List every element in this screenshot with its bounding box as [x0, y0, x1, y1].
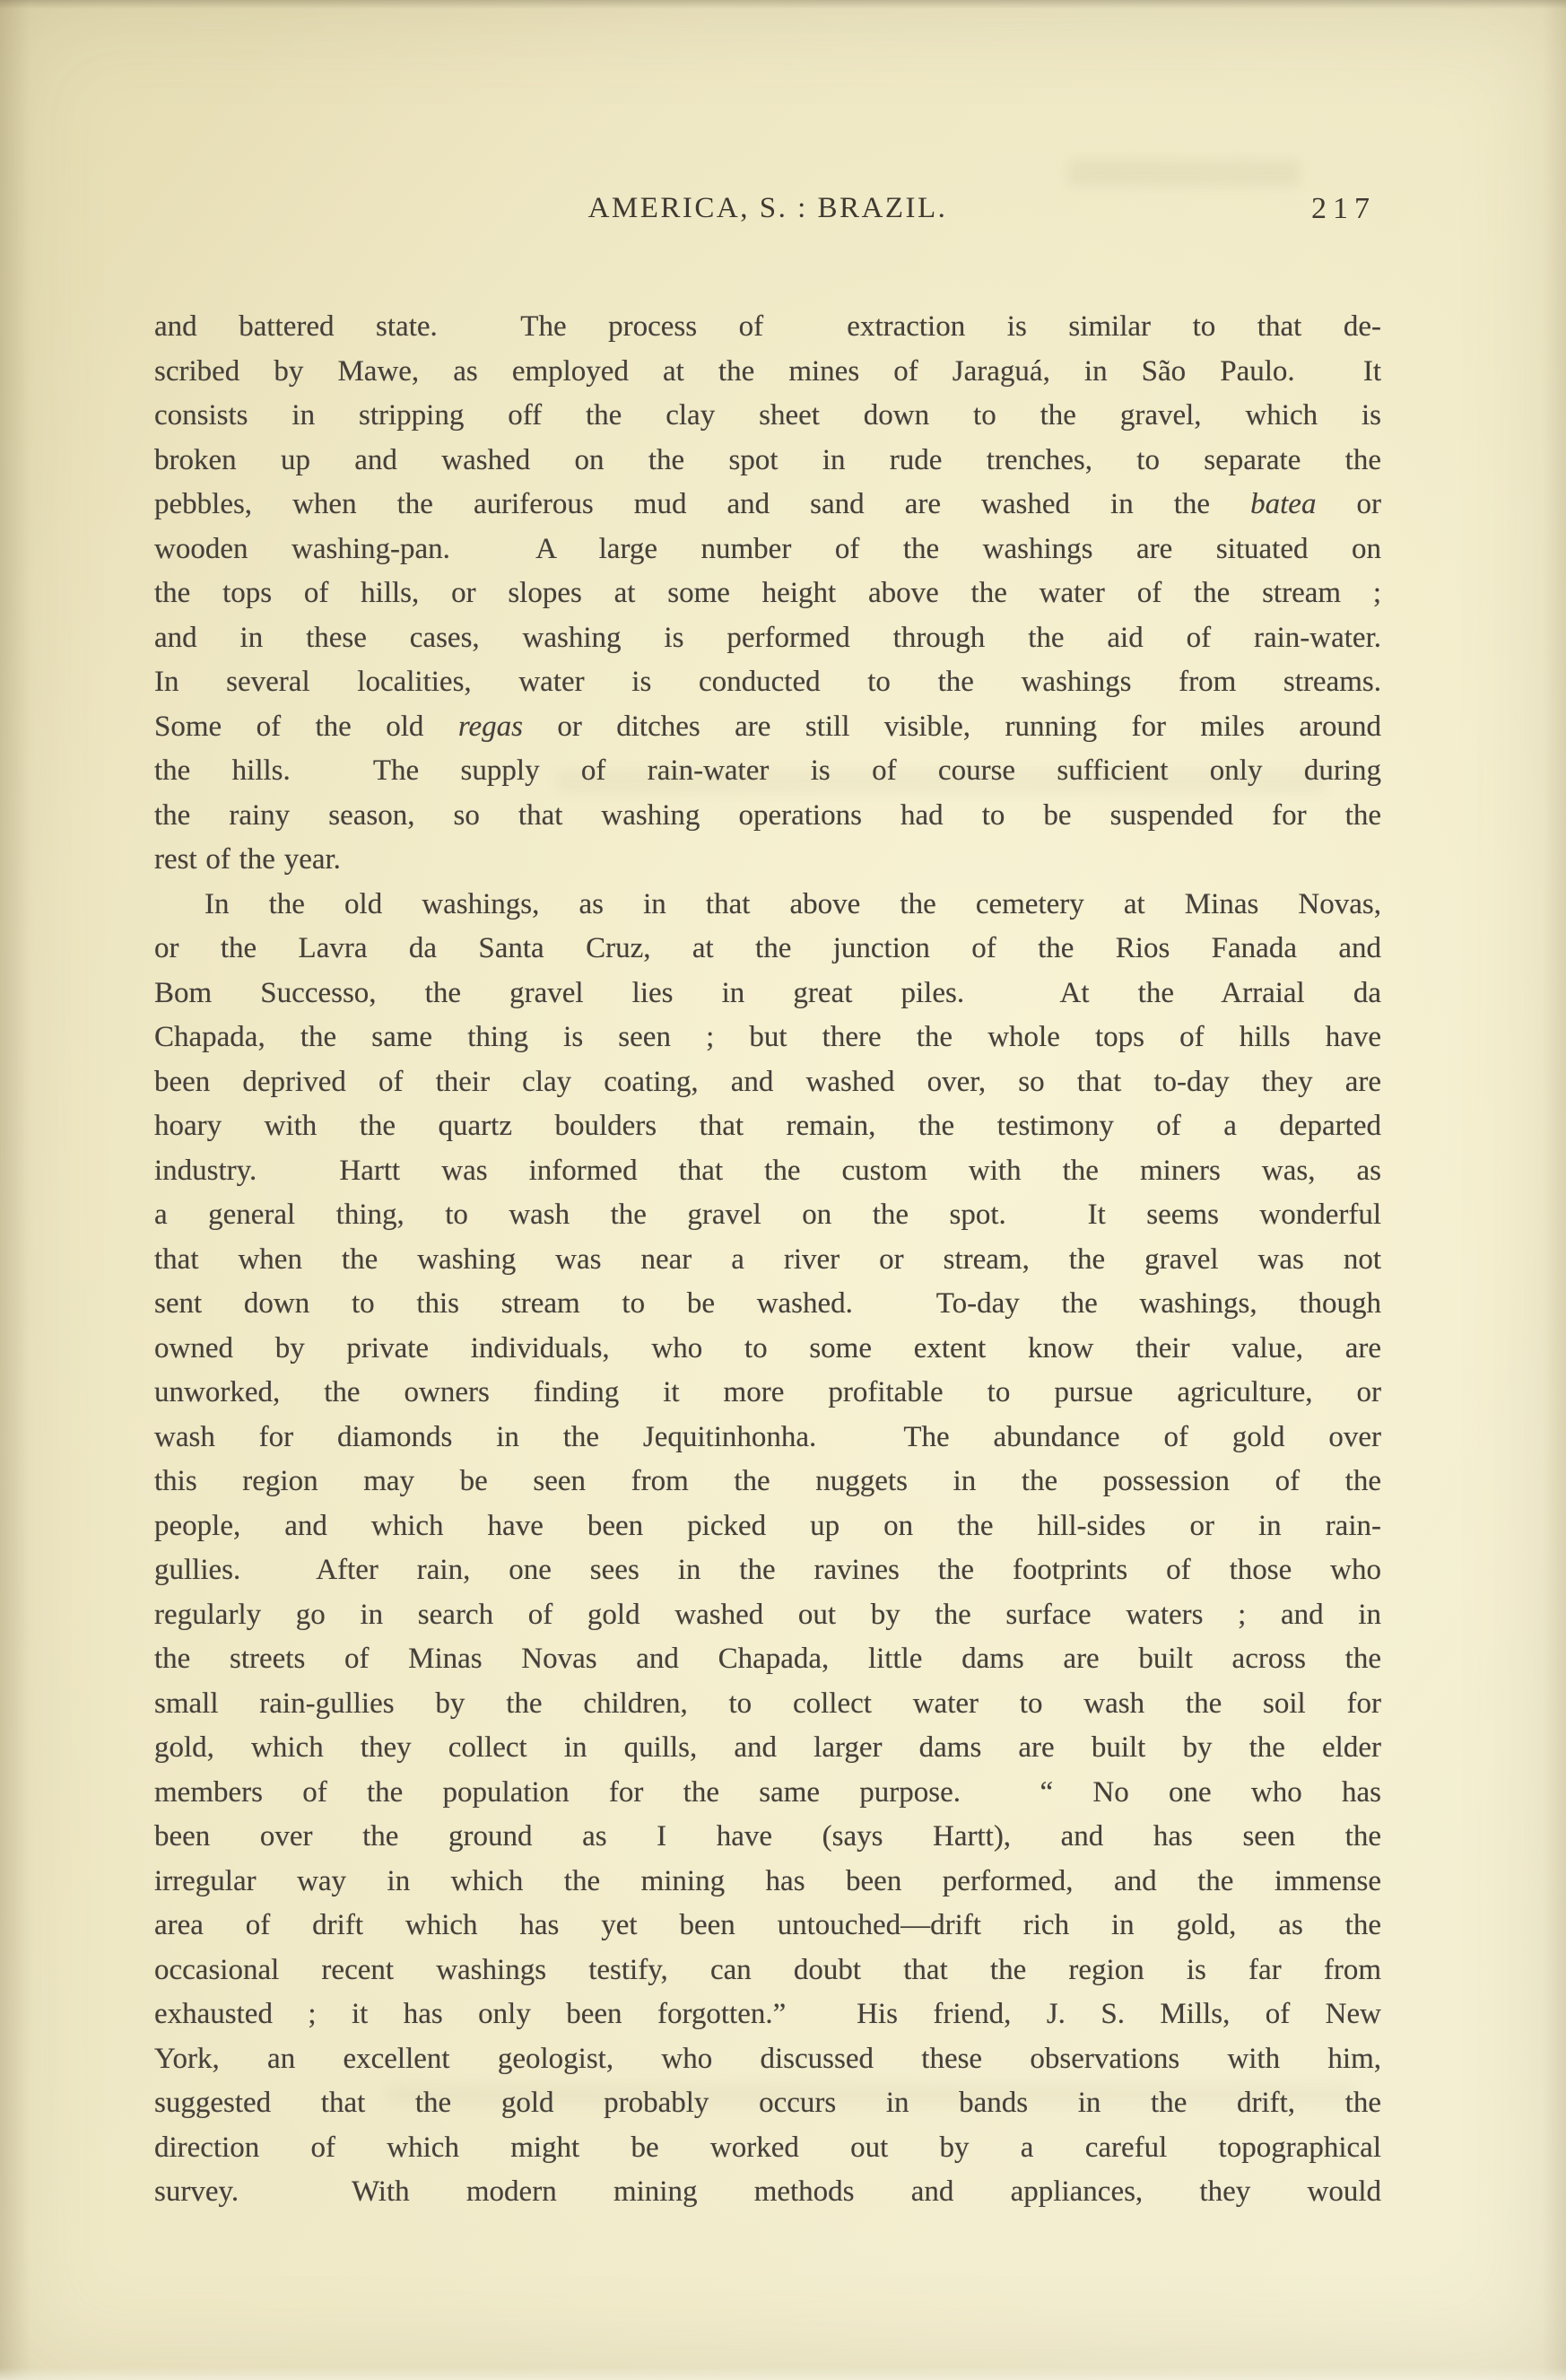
text-line: small rain-gullies by the children, to collect water to wash the soil for — [154, 1687, 1381, 1720]
text-line: sent down to this stream to be washed. To-day the washings, though — [154, 1287, 1381, 1320]
text-line: and in these cases, washing is performed through the aid of rain-water. — [154, 621, 1381, 654]
text-line: gold, which they collect in quills, and larger dams are built by the elder — [154, 1731, 1381, 1764]
text-line: irregular way in which the mining has been performed, and the immense — [154, 1864, 1381, 1897]
text-line: been deprived of their clay coating, and washed over, so that to-day they are — [154, 1065, 1381, 1098]
page-number: 217 — [1311, 192, 1376, 225]
text-line: people, and which have been picked up on the hill-sides or in rain- — [154, 1509, 1381, 1542]
text-line: wooden washing-pan. A large number of the washings are situated on — [154, 532, 1381, 565]
text-line: York, an excellent geologist, who discussed these observations with him, — [154, 2042, 1381, 2075]
page-header — [154, 192, 1381, 231]
text-line: wash for diamonds in the Jequitinhonha. The abundance of gold over — [154, 1420, 1381, 1453]
text-line: Bom Successo, the gravel lies in great piles. At the Arraial da — [154, 976, 1381, 1009]
text-line: In the old washings, as in that above the cemetery at Minas Novas, — [204, 887, 1381, 920]
text-line: Chapada, the same thing is seen ; but there the whole tops of hills have — [154, 1021, 1381, 1053]
text-line: regularly go in search of gold washed out by the surface waters ; and in — [154, 1598, 1381, 1631]
text-line: suggested that the gold probably occurs in bands in the drift, the — [154, 2087, 1381, 2119]
text-line: area of drift which has yet been untouched—drift rich in gold, as the — [154, 1909, 1381, 1941]
text-line: scribed by Mawe, as employed at the mines of Jaraguá, in São Paulo. It — [154, 354, 1381, 388]
text-line: Some of the old regas or ditches are still visible, running for miles around — [154, 710, 1381, 743]
text-line: the hills. The supply of rain-water is of course sufficient only during — [154, 754, 1381, 787]
text-line: exhausted ; it has only been forgotten.” His friend, J. S. Mills, of New — [154, 1998, 1381, 2030]
text-line: occasional recent washings testify, can doubt that the region is far from — [154, 1953, 1381, 1986]
scan-artifact-right-edge — [1543, 0, 1566, 2380]
text-line: survey. With modern mining methods and appliances, they would — [154, 2175, 1381, 2208]
running-head-title: AMERICA, S. : BRAZIL. — [587, 192, 948, 224]
text-line: gullies. After rain, one sees in the ravines the footprints of those who — [154, 1554, 1381, 1586]
text-line: consists in stripping off the clay sheet down to the gravel, which is — [154, 399, 1381, 432]
text-line: hoary with the quartz boulders that remain, the testimony of a departed — [154, 1110, 1381, 1142]
text-line: the rainy season, so that washing operations had to be suspended for the — [154, 798, 1381, 832]
text-line: the tops of hills, or slopes at some height above the water of the stream ; — [154, 577, 1381, 609]
text-line: rest of the year. — [154, 843, 341, 876]
text-line: and battered state. The process of extraction is similar to that de- — [154, 310, 1381, 343]
scan-artifact-left-edge — [0, 0, 30, 2380]
text-line: or the Lavra da Santa Cruz, at the junction of the Rios Fanada and — [154, 932, 1381, 964]
text-line: the streets of Minas Novas and Chapada, little dams are built across the — [154, 1643, 1381, 1675]
text-line: unworked, the owners finding it more profitable to pursue agriculture, or — [154, 1376, 1381, 1408]
text-line: that when the washing was near a river or stream, the gravel was not — [154, 1242, 1381, 1276]
scan-artifact-top-edge — [0, 0, 1566, 9]
show-through-smudge — [1067, 160, 1301, 187]
text-line: owned by private individuals, who to some extent know their value, are — [154, 1331, 1381, 1364]
text-line: broken up and washed on the spot in rude trenches, to separate the — [154, 443, 1381, 476]
text-line: been over the ground as I have (says Hartt), and has seen the — [154, 1820, 1381, 1853]
italic-term: batea — [1250, 488, 1317, 520]
page-text — [154, 305, 1381, 2215]
text-line: In several localities, water is conducted to the washings from streams. — [154, 666, 1381, 698]
text-line: members of the population for the same purpose. “ No one who has — [154, 1775, 1381, 1809]
scan-artifact-bottom-edge — [0, 2367, 1566, 2380]
italic-term: regas — [457, 710, 523, 743]
text-line: industry. Hartt was informed that the custom with the miners was, as — [154, 1154, 1381, 1187]
text-line: pebbles, when the auriferous mud and sand are washed in the batea or — [154, 488, 1381, 520]
text-line: this region may be seen from the nuggets in the possession of the — [154, 1465, 1381, 1497]
text-line: a general thing, to wash the gravel on the spot. It seems wonderful — [154, 1199, 1381, 1231]
text-line: direction of which might be worked out by a careful topographical — [154, 2131, 1381, 2164]
